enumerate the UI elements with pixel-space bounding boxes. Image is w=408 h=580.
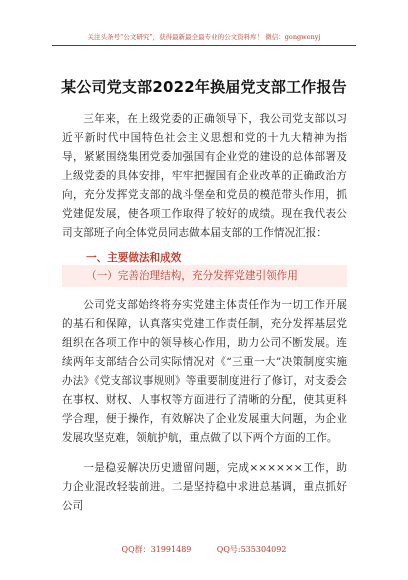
intro-paragraph: 三年来，在上级党委的正确领导下，我公司党支部以习近平新时代中国特色社会主义思想和党的十九大精神为指导，紧紧围绕集团党委加强国有企业党的建设的总体部署及上级党委的具体安排，牢牢把握国有企业改革的正确政治方向，充分发挥党支部的战斗堡垒和党员的模范带头作用，抓党建促发展，使各项工作取得了较好的成绩。现在我代表公司支部班子向全体党员同志做本届支部的工作情况汇报： (62, 113, 347, 239)
header-promo-text: 关注头条号“公文研究”，获得最新最全最专业的公文资料库！ 微信：gongwenyj (87, 33, 321, 41)
body-section (62, 296, 347, 516)
page-footer: QQ群：31991489 QQ号:535304092 (121, 545, 287, 554)
page-header-banner (52, 32, 356, 46)
body-paragraph-2: 公司党支部始终将夯实党建主体责任作为一切工作开展的基石和保障，认真落实党建工作责任制，充分发挥基层党组织在各项工作中的领导核心作用，助力公司不断发展。连续两年支部结合公司实际情况对《“三重一大”决策制度实施办法》《党支部议事规则》等重要制度进行了修订，对支委会在事权、财权、人事权等方面进行了清晰的分配，使其更科学合理，便于操作，有效解决了企业发展重大问题，为企业发展攻坚克难，领航护航，重点做了以下两个方面的工作。 (62, 299, 347, 444)
body-paragraph-3: 一是稳妥解决历史遗留问题，完成××××××工作，助力企业混改轻装前进。二是坚持稳中求进总基调，重点抓好公司 (62, 462, 347, 512)
section-heading-1: 一、主要做法和成效 (86, 252, 182, 264)
document-title: 某公司党支部2022年换届党支部工作报告 (61, 78, 347, 96)
subsection-heading-1: （一）完善治理结构，充分发挥党建引领作用 (62, 265, 347, 287)
intro-section (62, 110, 347, 243)
